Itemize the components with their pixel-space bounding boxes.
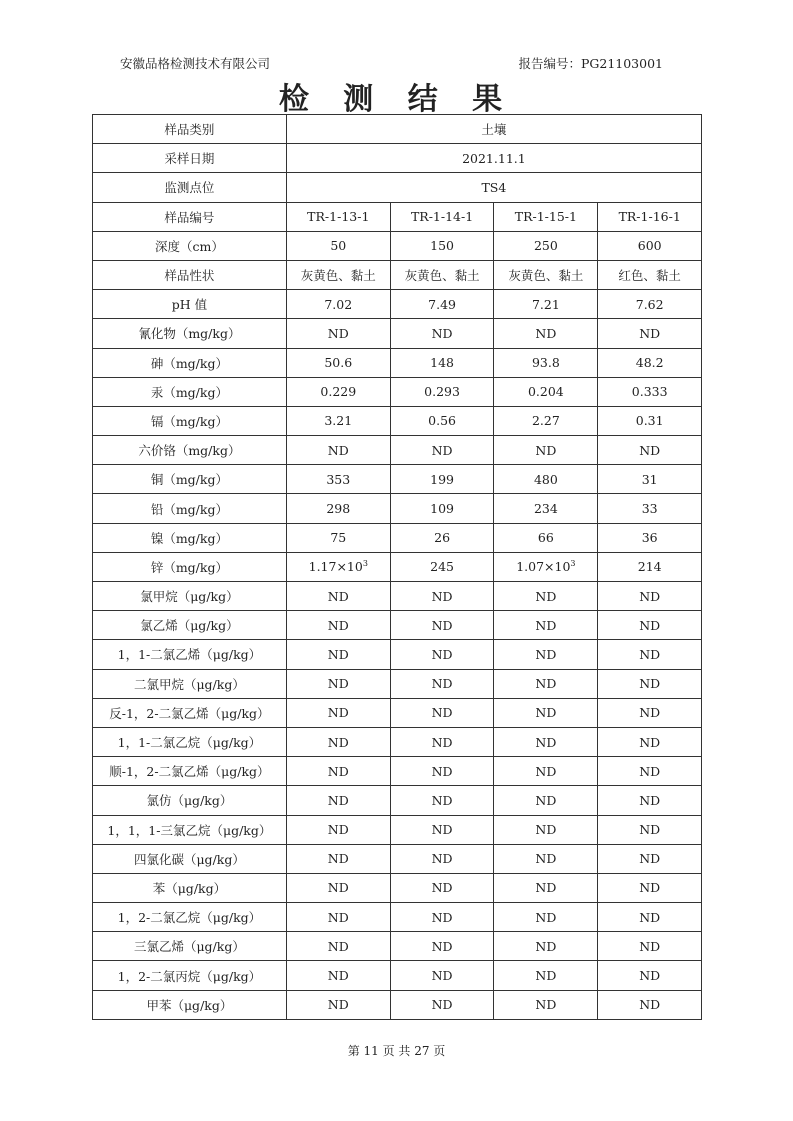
cell-value: ND [639,880,661,896]
cell-value: ND [327,705,349,721]
cell-value: ND [431,968,453,984]
table-row [93,348,702,377]
table-cell [598,494,702,523]
cell-value: ND [327,880,349,896]
table-cell [494,319,598,348]
table-cell [286,231,390,260]
row-label: 1，1-二氯乙烯（μg/kg） [93,640,287,669]
table-cell [598,290,702,319]
row-label: 氯仿（μg/kg） [93,786,287,815]
cell-value: ND [327,763,349,779]
page-title: 检 测 结 果 [278,82,515,117]
cell-value: ND [431,442,453,458]
table-row [93,961,702,990]
table-row [93,582,702,611]
table-row [93,844,702,873]
row-label: 顺-1，2-二氯乙烯（μg/kg） [93,757,287,786]
table-cell [286,290,390,319]
info-label: 采样日期 [93,144,287,173]
cell-value: 3.21 [324,413,353,429]
table-cell [494,786,598,815]
cell-value: 7.02 [324,296,353,312]
table-row [93,903,702,932]
table-cell [390,844,494,873]
table-cell [286,990,390,1019]
table-cell [494,552,598,581]
cell-value: 2.27 [531,413,560,429]
cell-value: ND [431,676,453,692]
page-footer: 第 11 页 共 27 页 [347,1044,446,1058]
table-row [93,640,702,669]
row-label: pH 值 [93,290,287,319]
cell-value: ND [535,442,557,458]
table-row [93,465,702,494]
table-cell [390,815,494,844]
table-cell [286,961,390,990]
row-label: 苯（μg/kg） [93,873,287,902]
cell-value: ND [431,617,453,633]
table-cell [494,582,598,611]
table-cell [390,990,494,1019]
info-label: 样品类别 [93,115,287,144]
cell-value: 250 [533,238,558,254]
cell-value: 灰黄色、黏土 [404,268,480,284]
table-cell [598,377,702,406]
cell-value: ND [535,763,557,779]
cell-value: ND [535,997,557,1013]
table-row [93,873,702,902]
company-name: 安徽品格检测技术有限公司 [120,56,271,71]
info-row [93,144,702,173]
table-row [93,552,702,581]
row-label: 1，2-二氯乙烷（μg/kg） [93,903,287,932]
cell-value: ND [535,734,557,750]
table-cell [494,494,598,523]
cell-value: ND [431,851,453,867]
cell-value: ND [431,822,453,838]
cell-value: 199 [430,471,454,487]
table-cell [286,348,390,377]
table-row [93,494,702,523]
cell-value: ND [535,588,557,604]
cell-value: ND [639,792,661,808]
cell-value: 灰黄色、黏土 [300,268,376,284]
table-cell [598,406,702,435]
info-row [93,173,702,202]
cell-value: 0.293 [424,384,460,400]
table-cell [494,757,598,786]
table-cell [286,552,390,581]
cell-value: ND [639,705,661,721]
row-label: 样品性状 [93,260,287,289]
cell-value: ND [327,442,349,458]
table-cell [286,260,390,289]
table-cell [494,202,598,231]
cell-value: ND [327,646,349,662]
table-cell [494,465,598,494]
row-label: 深度（cm） [93,231,287,260]
cell-value: 31 [641,471,658,487]
table-cell [598,727,702,756]
cell-value: ND [639,617,661,633]
table-row [93,406,702,435]
table-cell [390,932,494,961]
table-cell [390,494,494,523]
cell-value: ND [327,734,349,750]
cell-value: 353 [326,471,351,487]
cell-value: ND [535,676,557,692]
cell-value: ND [327,822,349,838]
table-row [93,611,702,640]
row-label: 1，2-二氯丙烷（μg/kg） [93,961,287,990]
cell-value: 36 [641,530,658,546]
table-cell [286,903,390,932]
table-cell [390,611,494,640]
table-cell [286,873,390,902]
cell-value: TR-1-16-1 [618,209,681,225]
table-cell [390,290,494,319]
cell-value: 245 [430,559,454,575]
table-cell [494,669,598,698]
table-cell [286,698,390,727]
row-label: 反-1，2-二氯乙烯（μg/kg） [93,698,287,727]
cell-value: ND [327,997,349,1013]
table-cell [286,494,390,523]
row-label: 四氯化碳（μg/kg） [93,844,287,873]
table-cell [494,406,598,435]
row-label: 二氯甲烷（μg/kg） [93,669,287,698]
row-label: 六价铬（mg/kg） [93,436,287,465]
cell-value: 红色、黏土 [618,268,681,284]
cell-value: ND [639,822,661,838]
table-cell [286,202,390,231]
cell-value: ND [535,617,557,633]
table-cell [494,260,598,289]
row-label: 三氯乙烯（μg/kg） [93,932,287,961]
table-cell [286,465,390,494]
cell-value: ND [327,588,349,604]
table-cell [494,231,598,260]
table-row [93,319,702,348]
cell-value: 0.31 [635,413,664,429]
table-cell [286,757,390,786]
cell-value: ND [431,705,453,721]
table-cell [598,582,702,611]
cell-value: ND [639,734,661,750]
cell-value: ND [327,792,349,808]
info-value: 2021.11.1 [286,144,701,173]
table-cell [286,523,390,552]
cell-value: ND [327,968,349,984]
table-cell [598,844,702,873]
cell-value: ND [535,325,557,341]
table-cell [390,640,494,669]
table-row [93,727,702,756]
row-label: 甲苯（μg/kg） [93,990,287,1019]
table-cell [390,582,494,611]
cell-value: 7.21 [531,296,560,312]
table-row [93,990,702,1019]
cell-value: 148 [430,355,454,371]
cell-value: ND [639,997,661,1013]
cell-value: ND [639,588,661,604]
table-cell [598,319,702,348]
table-cell [598,873,702,902]
table-cell [494,932,598,961]
row-label: 氰化物（mg/kg） [93,319,287,348]
cell-value: ND [639,851,661,867]
table-cell [390,260,494,289]
cell-value: ND [535,880,557,896]
table-cell [598,611,702,640]
cell-value: ND [431,763,453,779]
table-row [93,815,702,844]
table-row [93,669,702,698]
table-cell [598,348,702,377]
table-cell [598,990,702,1019]
cell-value: ND [327,909,349,925]
table-cell [494,377,598,406]
table-cell [598,961,702,990]
row-label: 1，1-二氯乙烷（μg/kg） [93,727,287,756]
table-cell [390,202,494,231]
table-cell [390,669,494,698]
row-label: 铅（mg/kg） [93,494,287,523]
table-cell [598,260,702,289]
table-row [93,377,702,406]
table-cell [286,377,390,406]
cell-value: 33 [641,501,658,517]
table-row [93,786,702,815]
cell-value: 灰黄色、黏土 [508,268,584,284]
cell-value: ND [639,938,661,954]
cell-value: ND [639,325,661,341]
table-cell [598,757,702,786]
table-cell [494,727,598,756]
table-cell [390,377,494,406]
cell-value: 214 [637,559,662,575]
table-row [93,523,702,552]
cell-value: 50 [330,238,347,254]
cell-value: 109 [430,501,454,517]
cell-value: 75 [330,530,347,546]
table-cell [494,348,598,377]
cell-value: ND [639,442,661,458]
results-table [92,114,702,1020]
table-cell [286,669,390,698]
table-cell [598,698,702,727]
table-cell [286,640,390,669]
cell-value: ND [431,792,453,808]
row-label: 锌（mg/kg） [93,552,287,581]
cell-value: 0.333 [631,384,668,400]
cell-value: 93.8 [531,355,560,371]
cell-value: 150 [430,238,454,254]
cell-value: 7.62 [635,296,664,312]
table-cell [286,406,390,435]
cell-exponent: 3 [362,559,368,569]
table-cell [494,698,598,727]
row-label: 镉（mg/kg） [93,406,287,435]
table-cell [286,932,390,961]
cell-value: ND [431,880,453,896]
cell-value: 26 [434,530,451,546]
cell-value: ND [431,734,453,750]
cell-value: ND [327,325,349,341]
table-cell [494,961,598,990]
info-value: TS4 [286,173,701,202]
table-cell [598,465,702,494]
cell-value: ND [431,909,453,925]
row-label: 样品编号 [93,202,287,231]
table-cell [286,319,390,348]
cell-value: TR-1-13-1 [307,209,370,225]
cell-value: 66 [537,530,554,546]
cell-value: 600 [637,238,662,254]
row-label: 镍（mg/kg） [93,523,287,552]
table-cell [286,611,390,640]
cell-value: ND [327,676,349,692]
table-row [93,932,702,961]
table-cell [598,903,702,932]
cell-value: ND [431,646,453,662]
table-cell [286,582,390,611]
table-cell [390,319,494,348]
cell-value: ND [431,997,453,1013]
cell-value: 50.6 [324,355,353,371]
cell-value: 234 [533,501,558,517]
info-value: 土壤 [286,115,701,144]
cell-value: ND [535,909,557,925]
table-cell [390,873,494,902]
cell-value: 0.229 [320,384,357,400]
table-cell [390,552,494,581]
table-cell [390,406,494,435]
cell-value: ND [639,646,661,662]
table-cell [598,669,702,698]
table-cell [494,873,598,902]
table-row [93,260,702,289]
cell-value: 0.204 [527,384,564,400]
cell-value: ND [639,676,661,692]
table-cell [390,348,494,377]
cell-value: ND [535,968,557,984]
cell-value: ND [431,588,453,604]
table-cell [390,903,494,932]
cell-value: ND [639,909,661,925]
table-cell [390,961,494,990]
cell-value: 0.56 [428,413,456,429]
table-cell [390,786,494,815]
table-cell [390,436,494,465]
cell-value: ND [431,938,453,954]
table-cell [390,465,494,494]
table-cell [494,903,598,932]
cell-value: TR-1-14-1 [410,209,474,225]
table-row [93,757,702,786]
row-label: 1，1，1-三氯乙烷（μg/kg） [93,815,287,844]
table-cell [598,202,702,231]
table-cell [286,786,390,815]
info-row [93,115,702,144]
table-cell [494,611,598,640]
table-cell [598,552,702,581]
table-cell [598,932,702,961]
row-label: 汞（mg/kg） [93,377,287,406]
cell-value: 7.49 [428,296,456,312]
table-cell [598,640,702,669]
table-cell [286,727,390,756]
cell-value: ND [327,938,349,954]
cell-value: ND [327,617,349,633]
table-cell [390,757,494,786]
table-cell [390,523,494,552]
table-cell [390,727,494,756]
table-row [93,202,702,231]
table-row [93,231,702,260]
cell-value: 1.07×10 [516,559,571,575]
table-cell [494,523,598,552]
table-cell [286,815,390,844]
table-cell [598,436,702,465]
table-cell [494,990,598,1019]
report-number: 报告编号：PG21103001 [518,56,663,71]
cell-value: ND [639,763,661,779]
table-cell [286,436,390,465]
table-cell [598,523,702,552]
info-label: 监测点位 [93,173,287,202]
table-cell [494,640,598,669]
table-cell [390,698,494,727]
row-label: 砷（mg/kg） [93,348,287,377]
table-cell [286,844,390,873]
table-cell [390,231,494,260]
row-label: 氯甲烷（μg/kg） [93,582,287,611]
cell-value: 480 [533,471,558,487]
cell-value: ND [535,938,557,954]
cell-value: TR-1-15-1 [514,209,577,225]
table-cell [598,786,702,815]
cell-value: ND [535,822,557,838]
cell-exponent: 3 [570,559,576,569]
cell-value: ND [431,325,453,341]
cell-value: ND [535,705,557,721]
cell-value: ND [327,851,349,867]
table-cell [494,844,598,873]
table-cell [598,231,702,260]
row-label: 铜（mg/kg） [93,465,287,494]
row-label: 氯乙烯（μg/kg） [93,611,287,640]
table-row [93,436,702,465]
cell-value: 48.2 [635,355,664,371]
cell-value: ND [535,646,557,662]
cell-value: ND [535,792,557,808]
cell-value: ND [535,851,557,867]
table-cell [598,815,702,844]
table-row [93,698,702,727]
cell-value: ND [639,968,661,984]
cell-value: 1.17×10 [308,559,363,575]
cell-value: 298 [326,501,351,517]
table-row [93,290,702,319]
table-cell [494,436,598,465]
table-cell [494,815,598,844]
table-cell [494,290,598,319]
